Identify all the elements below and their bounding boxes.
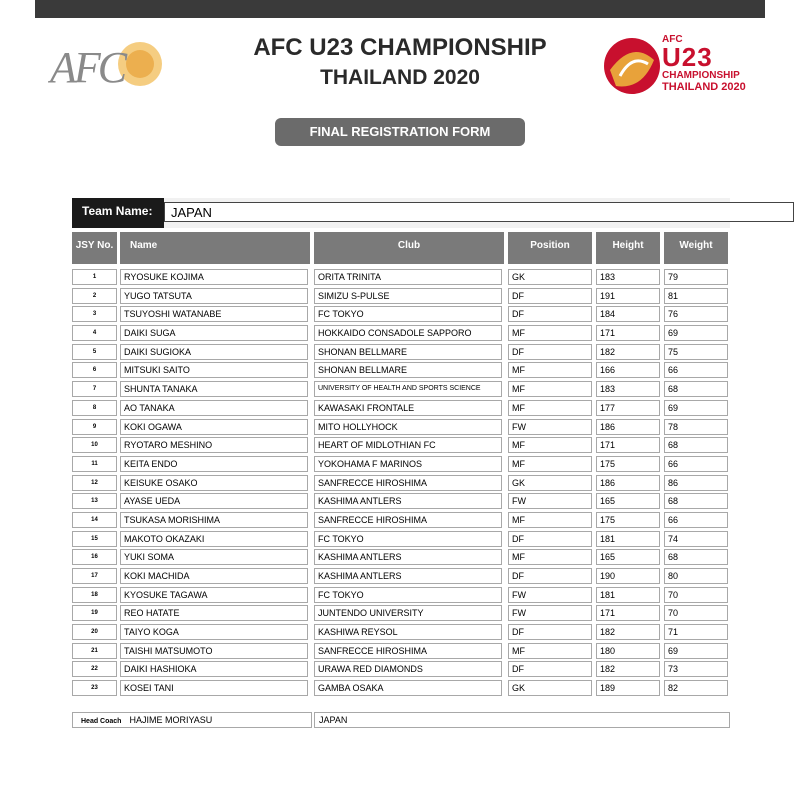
- player-name[interactable]: TSUYOSHI WATANABE: [120, 306, 308, 322]
- player-name[interactable]: KOKI OGAWA: [120, 419, 308, 435]
- column-header-height: Height: [596, 232, 660, 264]
- player-name[interactable]: AYASE UEDA: [120, 493, 308, 509]
- player-number[interactable]: 13: [72, 493, 117, 509]
- player-height[interactable]: 175: [596, 456, 660, 472]
- player-club[interactable]: SANFRECCE HIROSHIMA: [314, 475, 502, 491]
- player-position[interactable]: MF: [508, 549, 592, 565]
- player-club[interactable]: HOKKAIDO CONSADOLE SAPPORO: [314, 325, 502, 341]
- player-number[interactable]: 4: [72, 325, 117, 341]
- event-logo-line4: THAILAND 2020: [662, 81, 746, 93]
- player-name[interactable]: KOSEI TANI: [120, 680, 308, 696]
- player-name[interactable]: KYOSUKE TAGAWA: [120, 587, 308, 603]
- table-row: [72, 660, 732, 679]
- player-name[interactable]: REO HATATE: [120, 605, 308, 621]
- player-name[interactable]: AO TANAKA: [120, 400, 308, 416]
- player-height[interactable]: 177: [596, 400, 660, 416]
- player-height[interactable]: 182: [596, 661, 660, 677]
- player-number[interactable]: 3: [72, 306, 117, 322]
- player-number[interactable]: 10: [72, 437, 117, 453]
- head-coach-label: Head Coach: [81, 718, 122, 725]
- player-position[interactable]: MF: [508, 512, 592, 528]
- head-coach-nationality-field[interactable]: JAPAN: [314, 712, 730, 728]
- player-name[interactable]: DAIKI SUGA: [120, 325, 308, 341]
- event-logo-line1: AFC: [662, 34, 683, 45]
- column-header-weight: Weight: [664, 232, 728, 264]
- team-name-row: [72, 198, 730, 228]
- player-height[interactable]: 175: [596, 512, 660, 528]
- player-weight[interactable]: 68: [664, 549, 728, 565]
- player-number[interactable]: 15: [72, 531, 117, 547]
- player-position[interactable]: MF: [508, 437, 592, 453]
- player-number[interactable]: 12: [72, 475, 117, 491]
- player-club[interactable]: SHONAN BELLMARE: [314, 344, 502, 360]
- player-club[interactable]: HEART OF MIDLOTHIAN FC: [314, 437, 502, 453]
- player-club[interactable]: KAWASAKI FRONTALE: [314, 400, 502, 416]
- player-height[interactable]: 181: [596, 531, 660, 547]
- player-position[interactable]: DF: [508, 531, 592, 547]
- event-logo-line3: CHAMPIONSHIP: [662, 70, 740, 81]
- table-row: [72, 324, 732, 343]
- player-height[interactable]: 181: [596, 587, 660, 603]
- table-row: [72, 343, 732, 362]
- player-weight[interactable]: 73: [664, 661, 728, 677]
- player-position[interactable]: GK: [508, 269, 592, 285]
- player-weight[interactable]: 81: [664, 288, 728, 304]
- table-row: [72, 567, 732, 586]
- player-number[interactable]: 18: [72, 587, 117, 603]
- player-height[interactable]: 166: [596, 362, 660, 378]
- table-row: [72, 586, 732, 605]
- player-club[interactable]: KASHIMA ANTLERS: [314, 549, 502, 565]
- player-position[interactable]: DF: [508, 568, 592, 584]
- column-header-club: Club: [314, 232, 504, 264]
- player-height[interactable]: 189: [596, 680, 660, 696]
- player-number[interactable]: 16: [72, 549, 117, 565]
- player-name[interactable]: RYOTARO MESHINO: [120, 437, 308, 453]
- event-logo: [602, 30, 792, 110]
- table-row: [72, 474, 732, 493]
- player-weight[interactable]: 68: [664, 493, 728, 509]
- player-position[interactable]: DF: [508, 288, 592, 304]
- team-name-field[interactable]: JAPAN: [164, 202, 794, 222]
- player-name[interactable]: SHUNTA TANAKA: [120, 381, 308, 397]
- player-weight[interactable]: 69: [664, 643, 728, 659]
- player-position[interactable]: FW: [508, 587, 592, 603]
- player-height[interactable]: 171: [596, 605, 660, 621]
- player-height[interactable]: 182: [596, 624, 660, 640]
- player-club[interactable]: KASHIMA ANTLERS: [314, 493, 502, 509]
- player-number[interactable]: 23: [72, 680, 117, 696]
- player-number[interactable]: 5: [72, 344, 117, 360]
- player-club[interactable]: JUNTENDO UNIVERSITY: [314, 605, 502, 621]
- player-number[interactable]: 6: [72, 362, 117, 378]
- player-weight[interactable]: 80: [664, 568, 728, 584]
- player-position[interactable]: MF: [508, 325, 592, 341]
- table-row: [72, 548, 732, 567]
- player-weight[interactable]: 69: [664, 400, 728, 416]
- player-weight[interactable]: 66: [664, 512, 728, 528]
- player-position[interactable]: GK: [508, 680, 592, 696]
- player-number[interactable]: 14: [72, 512, 117, 528]
- table-row: [72, 679, 732, 698]
- championship-subtitle: THAILAND 2020: [320, 66, 480, 89]
- player-weight[interactable]: 71: [664, 624, 728, 640]
- player-position[interactable]: MF: [508, 362, 592, 378]
- player-position[interactable]: DF: [508, 661, 592, 677]
- player-height[interactable]: 190: [596, 568, 660, 584]
- form-title: FINAL REGISTRATION FORM: [275, 118, 525, 146]
- player-number[interactable]: 20: [72, 624, 117, 640]
- player-weight[interactable]: 69: [664, 325, 728, 341]
- player-position[interactable]: DF: [508, 306, 592, 322]
- table-row: [72, 604, 732, 623]
- player-club[interactable]: FC TOKYO: [314, 306, 502, 322]
- column-header-name: Name: [120, 232, 310, 264]
- player-number[interactable]: 2: [72, 288, 117, 304]
- player-name[interactable]: TAISHI MATSUMOTO: [120, 643, 308, 659]
- table-row: [72, 305, 732, 324]
- head-coach-field[interactable]: [72, 712, 312, 728]
- player-number[interactable]: 19: [72, 605, 117, 621]
- player-weight[interactable]: 74: [664, 531, 728, 547]
- player-height[interactable]: 182: [596, 344, 660, 360]
- column-header-position: Position: [508, 232, 592, 264]
- afc-logo-text: AFC: [50, 43, 125, 92]
- table-row: [72, 436, 732, 455]
- player-name[interactable]: MAKOTO OKAZAKI: [120, 531, 308, 547]
- head-coach-row: [72, 712, 730, 728]
- player-number[interactable]: 22: [72, 661, 117, 677]
- table-row: [72, 623, 732, 642]
- player-number[interactable]: 1: [72, 269, 117, 285]
- player-name[interactable]: MITSUKI SAITO: [120, 362, 308, 378]
- player-name[interactable]: KOKI MACHIDA: [120, 568, 308, 584]
- player-position[interactable]: DF: [508, 344, 592, 360]
- team-name-label: Team Name:: [72, 198, 164, 228]
- player-height[interactable]: 186: [596, 475, 660, 491]
- championship-title: AFC U23 CHAMPIONSHIP: [253, 34, 547, 61]
- player-club[interactable]: GAMBA OSAKA: [314, 680, 502, 696]
- player-height[interactable]: 165: [596, 493, 660, 509]
- player-club[interactable]: MITO HOLLYHOCK: [314, 419, 502, 435]
- player-name[interactable]: DAIKI HASHIOKA: [120, 661, 308, 677]
- player-name[interactable]: YUKI SOMA: [120, 549, 308, 565]
- player-position[interactable]: MF: [508, 456, 592, 472]
- player-weight[interactable]: 79: [664, 269, 728, 285]
- player-club[interactable]: KASHIMA ANTLERS: [314, 568, 502, 584]
- table-row: [72, 268, 732, 287]
- player-weight[interactable]: 76: [664, 306, 728, 322]
- player-number[interactable]: 17: [72, 568, 117, 584]
- player-name[interactable]: TSUKASA MORISHIMA: [120, 512, 308, 528]
- player-weight[interactable]: 86: [664, 475, 728, 491]
- player-name[interactable]: KEISUKE OSAKO: [120, 475, 308, 491]
- player-position[interactable]: FW: [508, 419, 592, 435]
- player-position[interactable]: MF: [508, 400, 592, 416]
- event-logo-line2: U23: [662, 42, 713, 72]
- player-name[interactable]: DAIKI SUGIOKA: [120, 344, 308, 360]
- player-club[interactable]: FC TOKYO: [314, 587, 502, 603]
- player-position[interactable]: DF: [508, 624, 592, 640]
- head-coach-name: HAJIME MORIYASU: [129, 715, 213, 725]
- player-number[interactable]: 21: [72, 643, 117, 659]
- player-position[interactable]: MF: [508, 381, 592, 397]
- player-club[interactable]: FC TOKYO: [314, 531, 502, 547]
- table-row: [72, 287, 732, 306]
- player-height[interactable]: 184: [596, 306, 660, 322]
- player-weight[interactable]: 70: [664, 587, 728, 603]
- player-club[interactable]: SIMIZU S-PULSE: [314, 288, 502, 304]
- player-table: [72, 268, 732, 698]
- player-club[interactable]: KASHIWA REYSOL: [314, 624, 502, 640]
- player-weight[interactable]: 68: [664, 437, 728, 453]
- player-number[interactable]: 9: [72, 419, 117, 435]
- player-height[interactable]: 183: [596, 381, 660, 397]
- player-height[interactable]: 171: [596, 437, 660, 453]
- table-row: [72, 361, 732, 380]
- table-row: [72, 380, 732, 399]
- player-position[interactable]: FW: [508, 605, 592, 621]
- top-bar: [35, 0, 765, 18]
- player-weight[interactable]: 82: [664, 680, 728, 696]
- table-row: [72, 455, 732, 474]
- table-row: [72, 642, 732, 661]
- player-number[interactable]: 8: [72, 400, 117, 416]
- player-club[interactable]: SANFRECCE HIROSHIMA: [314, 643, 502, 659]
- player-club[interactable]: SANFRECCE HIROSHIMA: [314, 512, 502, 528]
- player-number[interactable]: 11: [72, 456, 117, 472]
- player-weight[interactable]: 70: [664, 605, 728, 621]
- player-club[interactable]: UNIVERSITY OF HEALTH AND SPORTS SCIENCE: [314, 381, 502, 397]
- player-position[interactable]: FW: [508, 493, 592, 509]
- player-position[interactable]: GK: [508, 475, 592, 491]
- player-height[interactable]: 180: [596, 643, 660, 659]
- player-height[interactable]: 186: [596, 419, 660, 435]
- table-row: [72, 530, 732, 549]
- player-name[interactable]: YUGO TATSUTA: [120, 288, 308, 304]
- player-name[interactable]: TAIYO KOGA: [120, 624, 308, 640]
- player-position[interactable]: MF: [508, 643, 592, 659]
- player-weight[interactable]: 75: [664, 344, 728, 360]
- player-club[interactable]: URAWA RED DIAMONDS: [314, 661, 502, 677]
- player-club[interactable]: SHONAN BELLMARE: [314, 362, 502, 378]
- player-weight[interactable]: 66: [664, 362, 728, 378]
- player-weight[interactable]: 68: [664, 381, 728, 397]
- player-height[interactable]: 171: [596, 325, 660, 341]
- player-club[interactable]: ORITA TRINITA: [314, 269, 502, 285]
- player-name[interactable]: RYOSUKE KOJIMA: [120, 269, 308, 285]
- column-header-jsy: JSY No.: [72, 232, 117, 264]
- player-club[interactable]: YOKOHAMA F MARINOS: [314, 456, 502, 472]
- table-row: [72, 511, 732, 530]
- player-height[interactable]: 165: [596, 549, 660, 565]
- table-row: [72, 399, 732, 418]
- player-name[interactable]: KEITA ENDO: [120, 456, 308, 472]
- player-weight[interactable]: 66: [664, 456, 728, 472]
- player-height[interactable]: 183: [596, 269, 660, 285]
- player-number[interactable]: 7: [72, 381, 117, 397]
- table-row: [72, 418, 732, 437]
- player-height[interactable]: 191: [596, 288, 660, 304]
- table-row: [72, 492, 732, 511]
- player-weight[interactable]: 78: [664, 419, 728, 435]
